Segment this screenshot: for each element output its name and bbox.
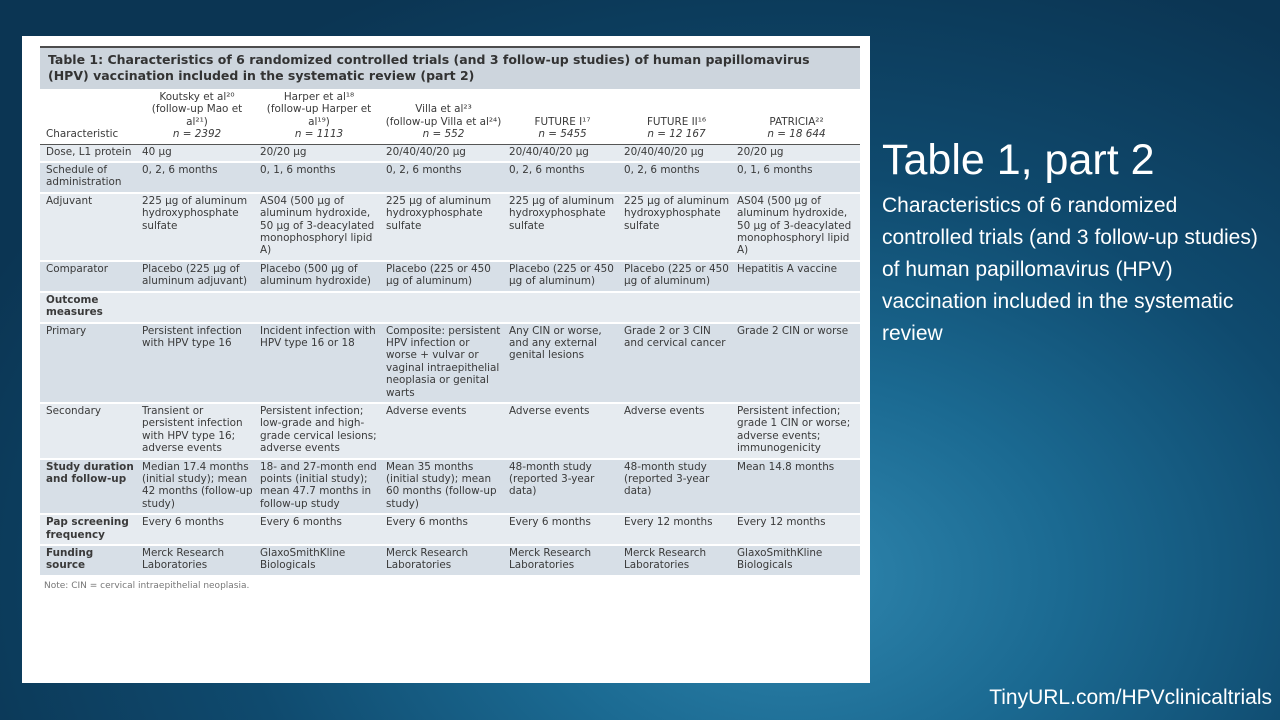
table-cell (505, 292, 620, 323)
table-cell: Persistent infection with HPV type 16 (138, 323, 256, 403)
table-cell: Every 6 months (138, 514, 256, 545)
table-cell (382, 292, 505, 323)
column-label: FUTURE II¹⁶ (646, 115, 707, 128)
table-cell: 20/40/40/20 µg (620, 144, 733, 162)
column-label: Harper et al¹⁸ (283, 91, 355, 103)
table-cell: Mean 35 months (initial study); mean 60 months (follow-up study) (382, 459, 505, 515)
table-cell: 0, 1, 6 months (733, 162, 860, 193)
table-cell: 18- and 27-month end points (initial study); mean 47.7 months in follow-up study (256, 459, 382, 515)
table-cell: Adverse events (505, 403, 620, 459)
column-header (733, 89, 860, 144)
table-cell: 48-month study (reported 3-year data) (620, 459, 733, 515)
table-cell: 40 µg (138, 144, 256, 162)
table-cell: 20/20 µg (733, 144, 860, 162)
column-header (40, 89, 138, 144)
table-cell: Transient or persistent infection with HPV type 16; adverse events (138, 403, 256, 459)
table-cell: 0, 2, 6 months (382, 162, 505, 193)
table-cell: Persistent infection; low-grade and high-grade cervical lesions; adverse events (256, 403, 382, 459)
table-cell: Placebo (225 or 450 µg of aluminum) (505, 261, 620, 292)
table-cell: Every 6 months (505, 514, 620, 545)
column-label: Koutsky et al²⁰ (159, 91, 235, 103)
column-header (620, 89, 733, 144)
table-cell: Every 12 months (733, 514, 860, 545)
table-cell: 225 µg of aluminum hydroxyphosphate sulfate (620, 193, 733, 261)
table-cell: GlaxoSmithKline Biologicals (733, 545, 860, 576)
table-cell: Merck Research Laboratories (505, 545, 620, 576)
table-cell: 225 µg of aluminum hydroxyphosphate sulfate (505, 193, 620, 261)
column-n: n = 2392 (172, 128, 222, 141)
table-cell: Adverse events (620, 403, 733, 459)
table-image (22, 36, 870, 683)
row-label: Pap screening frequency (40, 514, 138, 545)
column-header (138, 89, 256, 144)
table-cell: 20/40/40/20 µg (505, 144, 620, 162)
table-row (40, 162, 860, 193)
column-label: Characteristic (46, 128, 119, 141)
column-label: Villa et al²³ (415, 103, 472, 116)
characteristics-table (40, 89, 860, 577)
table-cell: AS04 (500 µg of aluminum hydroxide, 50 µg of 3-deacylated monophosphoryl lipid A) (256, 193, 382, 261)
table-cell: 48-month study (reported 3-year data) (505, 459, 620, 515)
column-sublabel: (follow-up Mao et al²¹) (151, 103, 243, 128)
table-row (40, 545, 860, 576)
table-header-row (40, 89, 860, 144)
table-row (40, 144, 860, 162)
column-n: n = 12 167 (647, 128, 706, 141)
table-cell: 225 µg of aluminum hydroxyphosphate sulfate (382, 193, 505, 261)
table-row (40, 292, 860, 323)
table-cell: Placebo (225 or 450 µg of aluminum) (382, 261, 505, 292)
table-cell: Median 17.4 months (initial study); mean 42 months (follow-up study) (138, 459, 256, 515)
table-cell: AS04 (500 µg of aluminum hydroxide, 50 µg of 3-deacylated monophosphoryl lipid A) (733, 193, 860, 261)
table-cell: Composite: persistent HPV infection or worse + vulvar or vaginal intraepithelial neoplasia or genital warts (382, 323, 505, 403)
table-row (40, 459, 860, 515)
column-header (256, 89, 382, 144)
table-cell: Placebo (500 µg of aluminum hydroxide) (256, 261, 382, 292)
table-caption: Table 1: Characteristics of 6 randomized controlled trials (and 3 follow-up studies) of human papillomavirus (HPV) vaccination included in the systematic review (part 2) (40, 46, 860, 89)
column-n: n = 18 644 (767, 128, 826, 141)
row-label: Primary (40, 323, 138, 403)
slide-subtitle: Characteristics of 6 randomized controlled trials (and 3 follow-up studies) of human papillomavirus (HPV) vaccination included in the systematic review (882, 194, 1258, 345)
column-sublabel: (follow-up Villa et al²⁴) (385, 115, 502, 128)
table-cell: Mean 14.8 months (733, 459, 860, 515)
table-cell: Merck Research Laboratories (620, 545, 733, 576)
slide-title: Table 1, part 2 (882, 136, 1155, 184)
table-cell: Every 6 months (382, 514, 505, 545)
column-n: n = 5455 (538, 128, 587, 141)
row-label: Adjuvant (40, 193, 138, 261)
row-label: Study duration and follow-up (40, 459, 138, 515)
table-cell: 0, 2, 6 months (505, 162, 620, 193)
source-url: TinyURL.com/HPVclinicaltrials (989, 686, 1272, 709)
column-n: n = 552 (422, 128, 465, 141)
table-cell: Any CIN or worse, and any external genital lesions (505, 323, 620, 403)
table-cell: 225 µg of aluminum hydroxyphosphate sulfate (138, 193, 256, 261)
table-cell: 0, 2, 6 months (138, 162, 256, 193)
table-cell: Adverse events (382, 403, 505, 459)
table-footnote: Note: CIN = cervical intraepithelial neoplasia. (44, 580, 250, 591)
table-cell: Persistent infection; grade 1 CIN or worse; adverse events; immunogenicity (733, 403, 860, 459)
row-label: Secondary (40, 403, 138, 459)
row-label: Comparator (40, 261, 138, 292)
table-cell (256, 292, 382, 323)
row-label: Dose, L1 protein (40, 144, 138, 162)
table-cell: 20/40/40/20 µg (382, 144, 505, 162)
table-cell (138, 292, 256, 323)
table-cell: Merck Research Laboratories (382, 545, 505, 576)
table-cell: Placebo (225 µg of aluminum adjuvant) (138, 261, 256, 292)
table-cell: Every 6 months (256, 514, 382, 545)
table-cell: 0, 2, 6 months (620, 162, 733, 193)
column-label: PATRICIA²² (769, 115, 824, 128)
column-n: n = 1113 (294, 128, 344, 141)
row-label: Funding source (40, 545, 138, 576)
table-row (40, 193, 860, 261)
table-cell: Hepatitis A vaccine (733, 261, 860, 292)
table-cell: GlaxoSmithKline Biologicals (256, 545, 382, 576)
table-cell: 0, 1, 6 months (256, 162, 382, 193)
table-cell: Every 12 months (620, 514, 733, 545)
table-row (40, 403, 860, 459)
table-row (40, 514, 860, 545)
table-cell: Grade 2 or 3 CIN and cervical cancer (620, 323, 733, 403)
table-cell: Merck Research Laboratories (138, 545, 256, 576)
column-header (505, 89, 620, 144)
table-cell: Grade 2 CIN or worse (733, 323, 860, 403)
column-label: FUTURE I¹⁷ (534, 115, 591, 128)
table-cell: Incident infection with HPV type 16 or 18 (256, 323, 382, 403)
table-cell: 20/20 µg (256, 144, 382, 162)
column-sublabel: (follow-up Harper et al¹⁹) (266, 103, 372, 128)
row-label: Outcome measures (40, 292, 138, 323)
table-cell: Placebo (225 or 450 µg of aluminum) (620, 261, 733, 292)
table-cell (733, 292, 860, 323)
row-label: Schedule of administration (40, 162, 138, 193)
column-header (382, 89, 505, 144)
table-cell (620, 292, 733, 323)
table-row (40, 323, 860, 403)
table-row (40, 261, 860, 292)
